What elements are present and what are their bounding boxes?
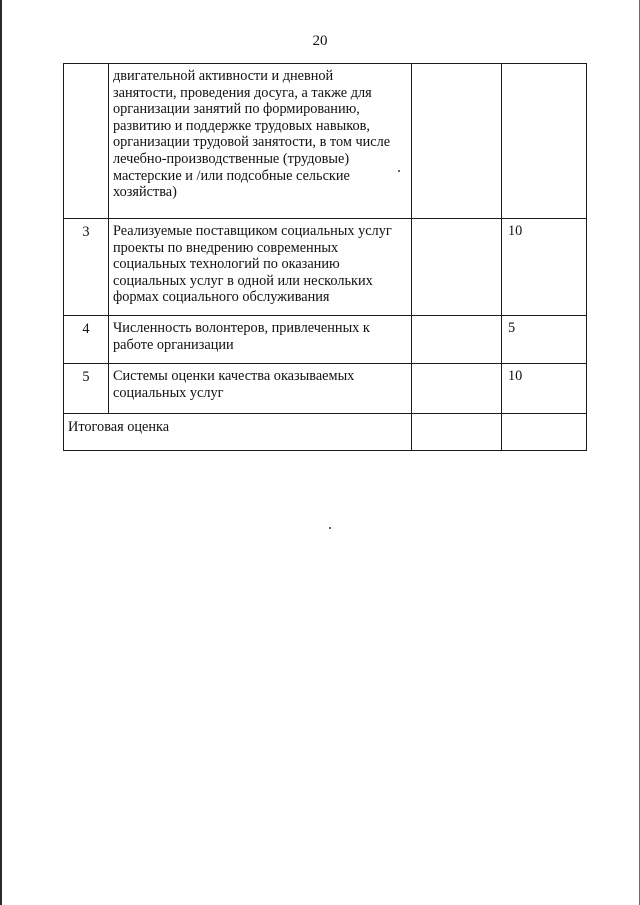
description-line: социальных услуг	[113, 384, 224, 401]
description-line: формах социального обслуживания	[113, 289, 330, 306]
score-cell-b	[502, 64, 587, 219]
description-line: двигательной активности и дневной	[113, 68, 334, 84]
total-score-cell-a	[412, 414, 502, 451]
criterion-description-cell	[109, 219, 412, 316]
description-line: социальных услуг в одной или нескольких	[113, 272, 373, 289]
score-cell-b: 10	[502, 364, 587, 414]
row-number-cell	[64, 64, 109, 219]
table-row-continuation	[64, 64, 587, 219]
scan-left-edge	[0, 0, 2, 905]
score-cell-b: 10	[502, 219, 587, 316]
description-line: Системы оценки качества оказываемых	[113, 368, 355, 384]
description-line: хозяйства)	[113, 184, 177, 201]
page-number: 20	[312, 33, 328, 49]
description-line: мастерские и /или подсобные сельские	[113, 167, 350, 184]
description-line: Численность волонтеров, привлеченных к	[113, 320, 370, 336]
row-number-cell: 5	[64, 364, 109, 414]
description-line: организации трудовой занятости, в том числе	[113, 134, 391, 151]
description-line: развитию и поддержке трудовых навыков,	[113, 117, 370, 134]
total-label: Итоговая оценка	[64, 414, 412, 451]
scan-speck	[398, 170, 400, 172]
criterion-description-cell	[109, 364, 412, 414]
scan-speck	[329, 527, 331, 529]
total-score-cell-b	[502, 414, 587, 451]
score-cell-a	[412, 364, 502, 414]
description-line: занятости, проведения досуга, а также для	[113, 84, 372, 101]
row-number-cell: 4	[64, 316, 109, 364]
description-line: организации занятий по формированию,	[113, 101, 360, 118]
description-line: Реализуемые поставщиком социальных услуг	[113, 223, 392, 239]
description-line: социальных технологий по оказанию	[113, 256, 340, 273]
score-cell-a	[412, 64, 502, 219]
score-cell-a	[412, 316, 502, 364]
table-row-5	[64, 364, 587, 414]
description-line: проекты по внедрению современных	[113, 239, 339, 256]
criterion-description-cell	[109, 64, 412, 219]
description-line: лечебно-производственные (трудовые)	[113, 150, 350, 167]
table-row-total	[64, 414, 587, 451]
table-row-4	[64, 316, 587, 364]
table-row-3	[64, 219, 587, 316]
criteria-table	[63, 63, 587, 451]
criterion-description-cell	[109, 316, 412, 364]
score-cell-a	[412, 219, 502, 316]
description-line: работе организации	[113, 336, 234, 353]
score-cell-b: 5	[502, 316, 587, 364]
row-number-cell: 3	[64, 219, 109, 316]
